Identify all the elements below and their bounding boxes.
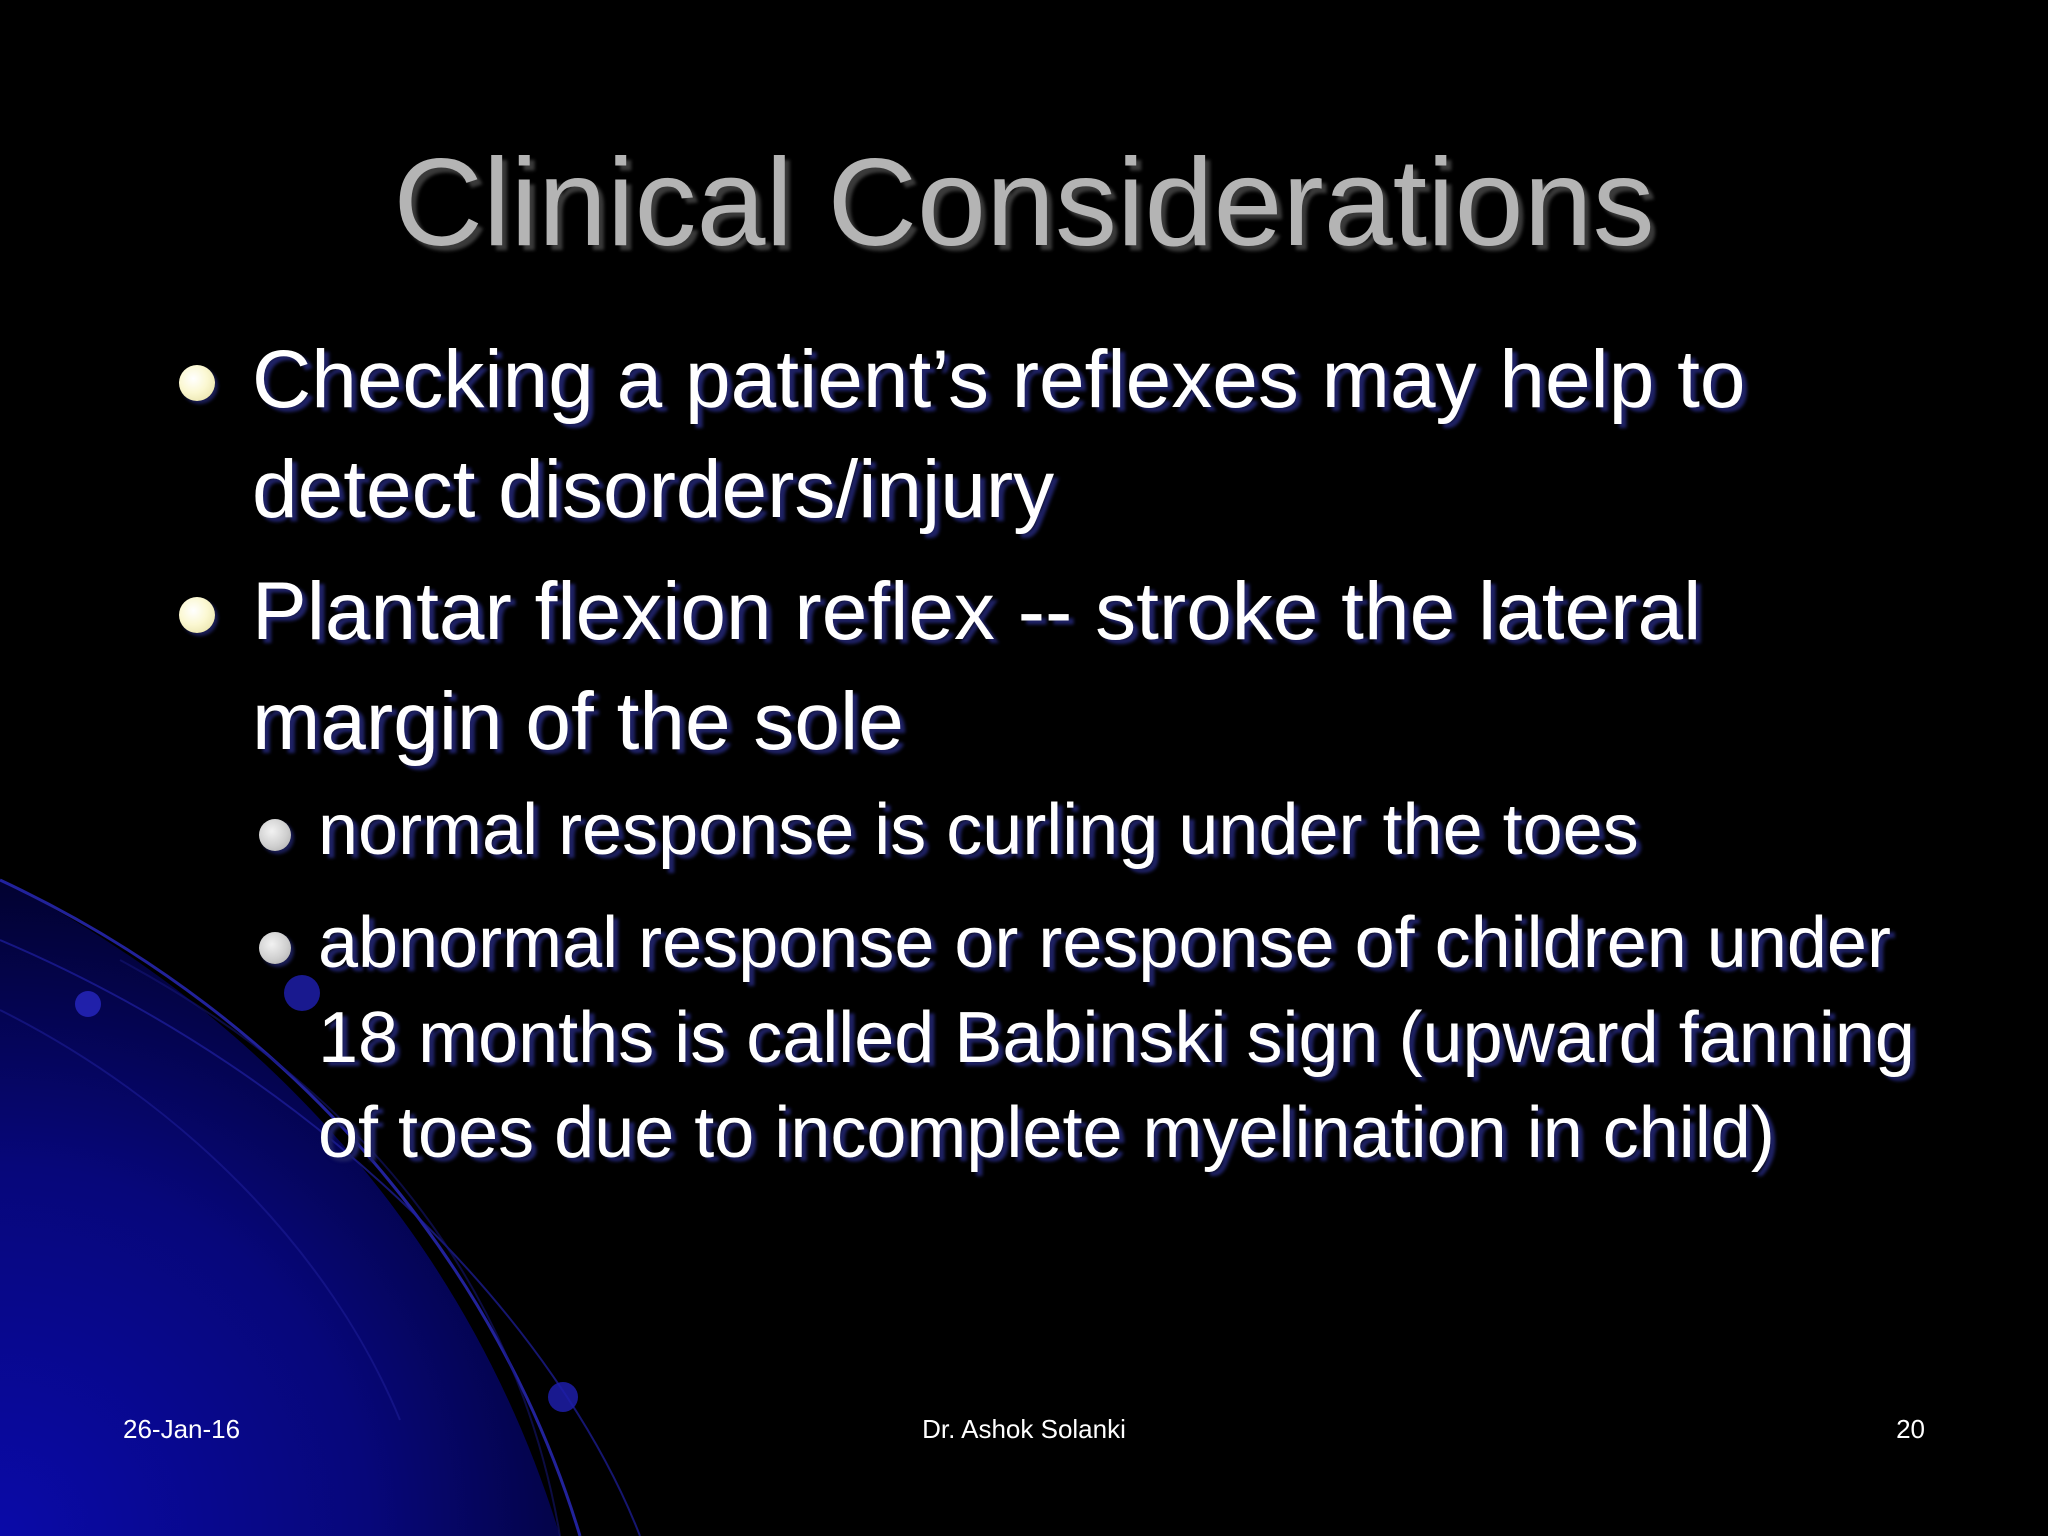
swoosh-node-3 [548,1382,578,1412]
slide-title: Clinical Considerations [393,134,1655,272]
sub-bullet-dot-icon [259,819,291,851]
bullet-dot-icon [179,365,215,401]
footer-page-number: 20 [1896,1414,1925,1444]
swoosh-node-1 [75,991,101,1017]
sub-bullet-item [252,783,1915,878]
sub-bullet-item [252,896,1915,1181]
sub-bullet-text: abnormal response or response of children under 18 months is called Babinski sign (upward fanning of toes due to incomplete myelination in child) [318,903,1915,1173]
bullet-dot-icon [179,597,215,633]
sub-bullet-dot-icon [259,932,291,964]
bullet-item [175,325,1915,545]
bullet-item [175,557,1915,1181]
bullet-list [175,325,1915,1199]
bullet-text: Checking a patient’s reflexes may help to detect disorders/injury [252,334,1746,535]
sub-bullet-list [252,783,1915,1181]
sub-bullet-text: normal response is curling under the toes [318,790,1639,870]
footer-author: Dr. Ashok Solanki [922,1414,1126,1444]
footer-date: 26-Jan-16 [123,1414,241,1444]
bullet-text: Plantar flexion reflex -- stroke the lateral margin of the sole [252,566,1702,767]
